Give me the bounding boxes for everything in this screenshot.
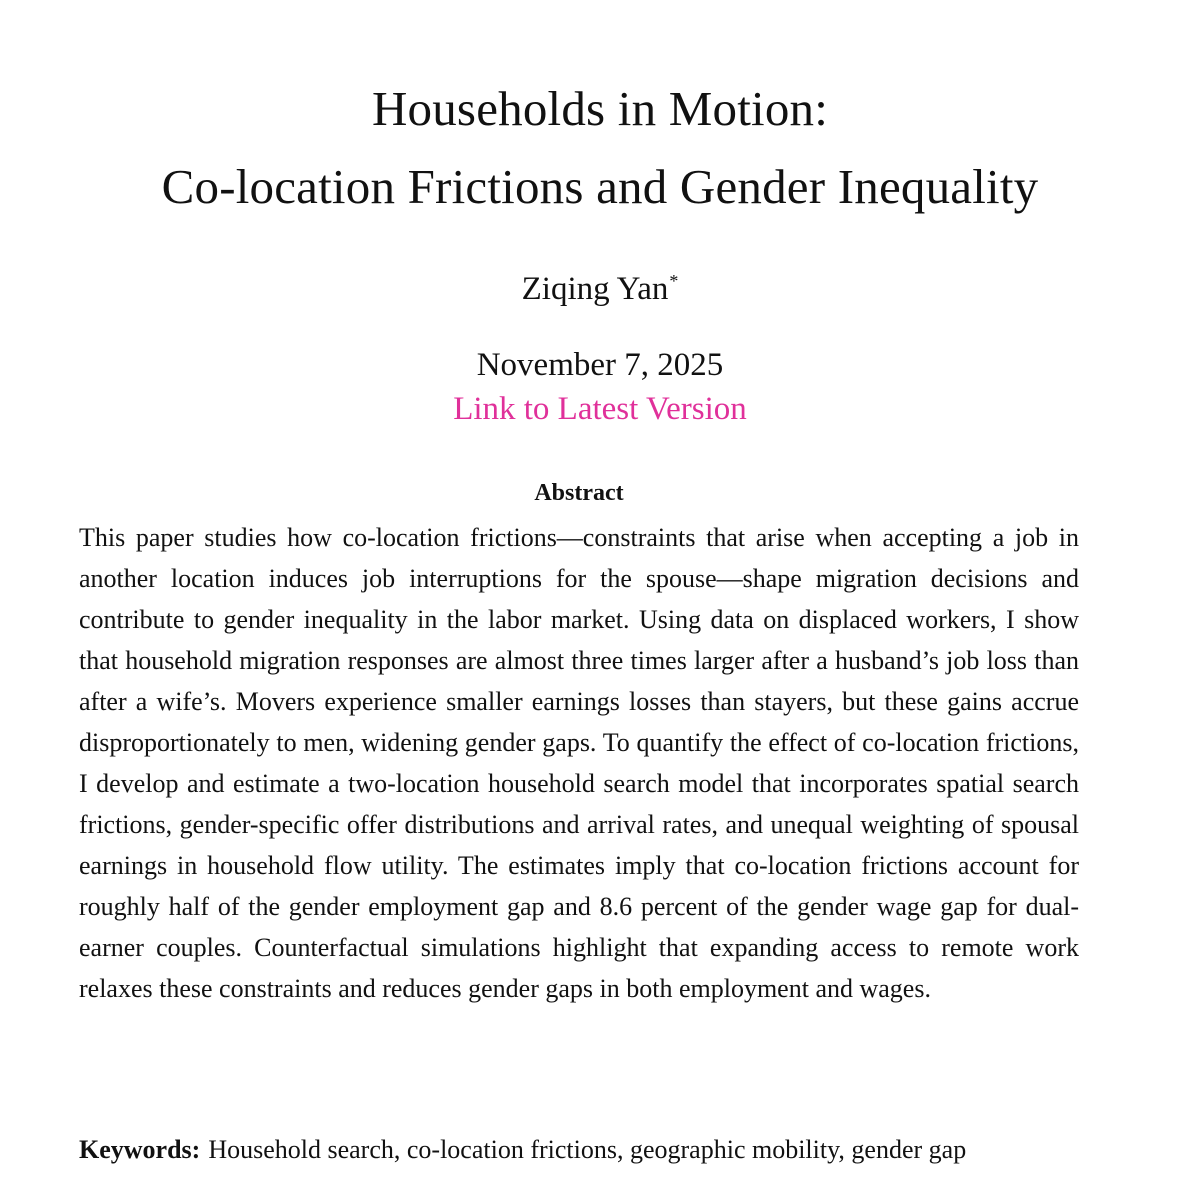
keywords-label: Keywords: — [79, 1135, 201, 1164]
author-name: Ziqing Yan — [521, 271, 669, 307]
author-footnote-mark[interactable]: * — [669, 271, 679, 291]
latest-version-link-container — [0, 386, 1200, 432]
abstract-heading: Abstract — [534, 480, 624, 506]
title-line-1: Households in Motion: — [371, 81, 829, 136]
title-line-2: Co-location Frictions and Gender Inequality — [161, 159, 1039, 214]
latest-version-link[interactable]: Link to Latest Version — [453, 391, 747, 427]
paper-title — [0, 70, 1200, 226]
keywords-line — [79, 1130, 1139, 1170]
abstract-body: This paper studies how co-location frictions—constraints that arise when accepting a job in another location induces job interruptions for the spouse—shape migration decisions and contribute to gender inequality in the labor market. Using data on displaced workers, I show that household migration responses are almost three times larger after a husband’s job loss than after a wife’s. Movers experience smaller earnings losses than stayers, but these gains accrue disproportionately to men, widening gender gaps. To quantify the effect of co-location frictions, I develop and estimate a two-location household search model that incorporates spatial search frictions, gender-specific offer distributions and arrival rates, and unequal weighting of spousal earnings in household flow utility. The estimates imply that co-location frictions account for roughly half of the gender employment gap and 8.6 percent of the gender wage gap for dual-earner couples. Counterfactual simulations highlight that expanding access to remote work relaxes these constraints and reduces gender gaps in both employment and wages. — [79, 523, 1079, 1003]
publication-date: November 7, 2025 — [476, 347, 724, 383]
keywords-text: Household search, co-location frictions, geographic mobility, gender gap — [208, 1135, 967, 1164]
author-line — [0, 258, 1200, 312]
